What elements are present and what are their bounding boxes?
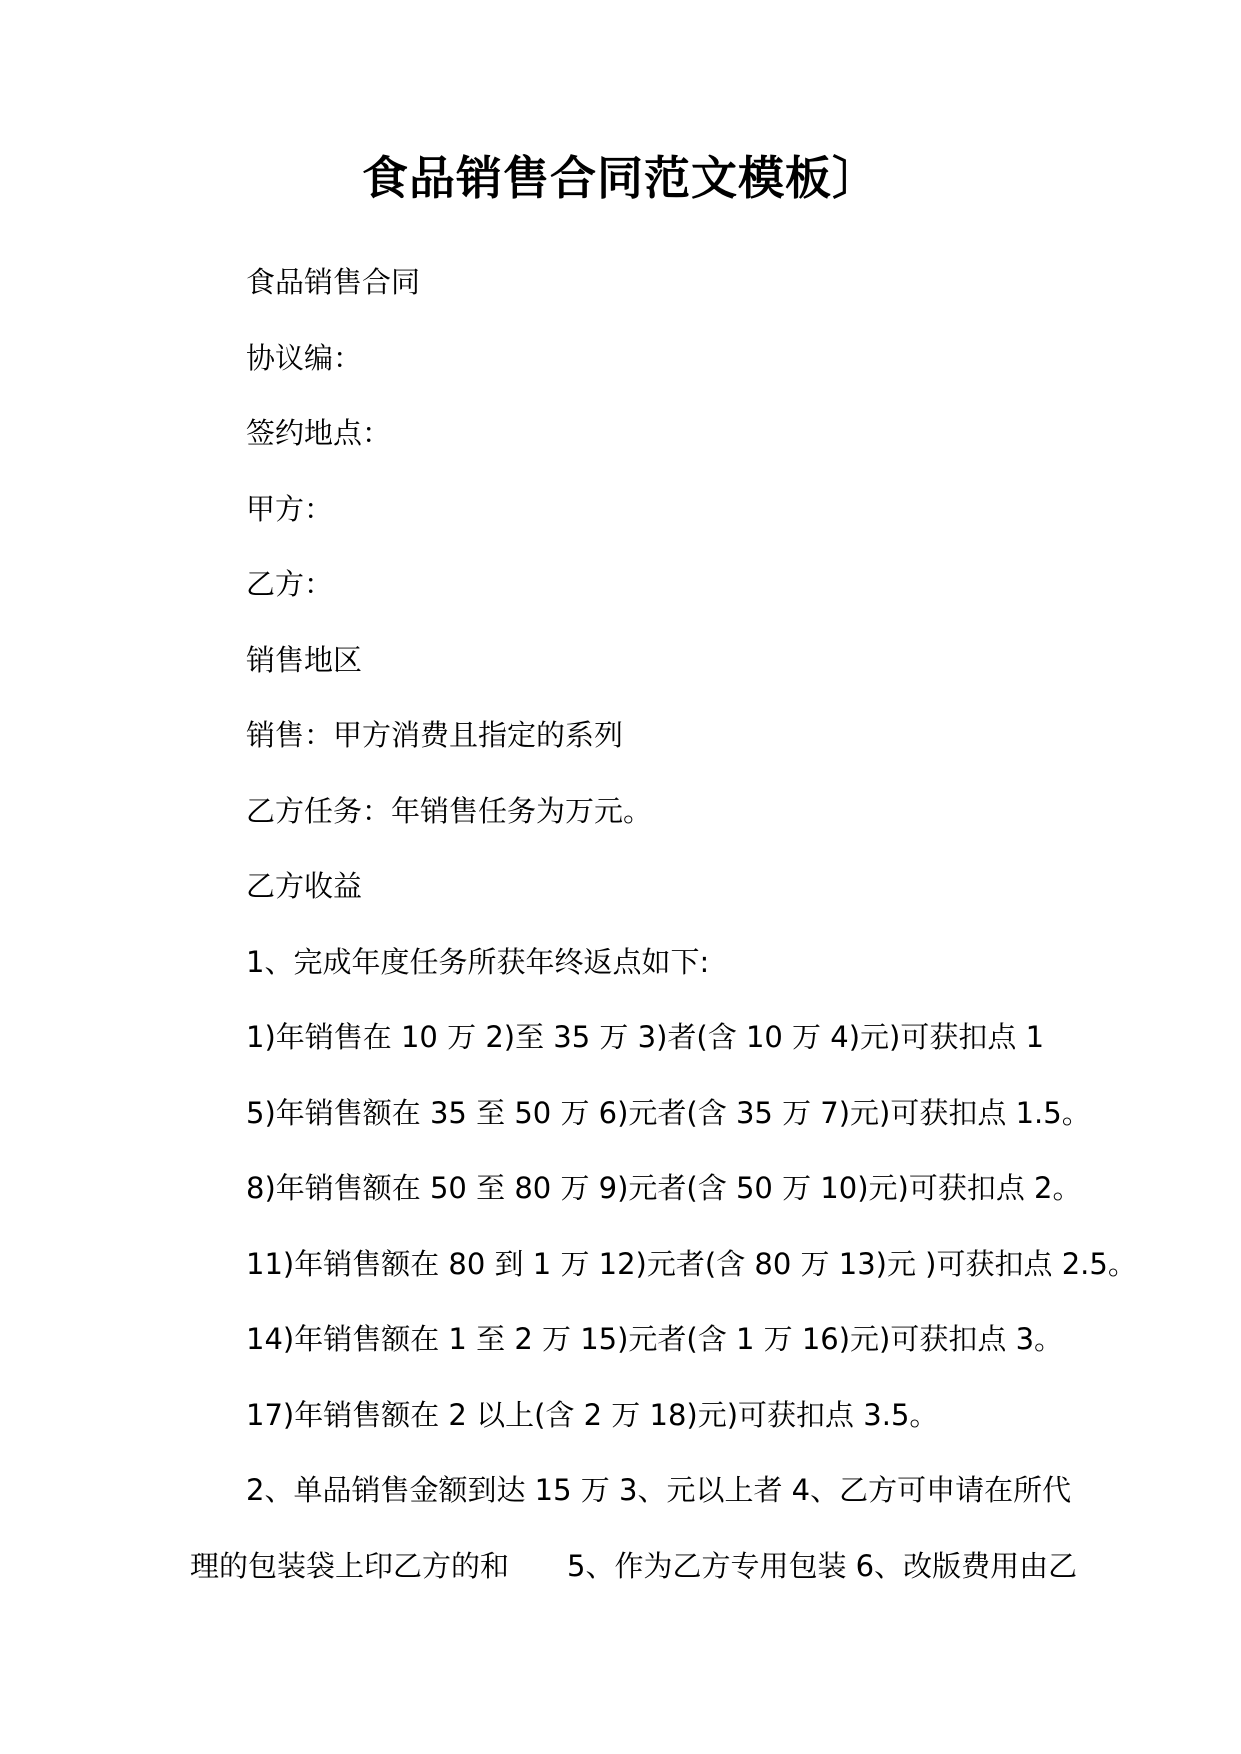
rebate-tier-line: 11)年销售额在 80 到 1 万 12)元者(含 80 万 13)元 )可获扣点 2.5。 bbox=[246, 1247, 1137, 1281]
single-product-clause-line: 2、单品销售金额到达 15 万 3、元以上者 4、乙方可申请在所代 bbox=[246, 1473, 1072, 1507]
rebate-tier-line: 17)年销售额在 2 以上(含 2 万 18)元)可获扣点 3.5。 bbox=[246, 1398, 939, 1432]
agreement-number-label: 协议编： bbox=[246, 341, 363, 375]
party-a-label: 甲方： bbox=[246, 492, 334, 526]
rebate-intro-line: 1、完成年度任务所获年终返点如下: bbox=[246, 945, 710, 979]
party-b-label: 乙方： bbox=[246, 567, 334, 601]
rebate-tier-line: 5)年销售额在 35 至 50 万 6)元者(含 35 万 7)元)可获扣点 1.5。 bbox=[246, 1096, 1091, 1130]
rebate-tier-line: 1)年销售在 10 万 2)至 35 万 3)者(含 10 万 4)元)可获扣点 1 bbox=[246, 1020, 1045, 1054]
party-b-task-line: 乙方任务：年销售任务为万元。 bbox=[246, 794, 653, 828]
contract-heading: 食品销售合同 bbox=[246, 265, 421, 299]
rebate-tier-line: 14)年销售额在 1 至 2 万 15)元者(含 1 万 16)元)可获扣点 3。 bbox=[246, 1322, 1064, 1356]
single-product-clause-continuation: 理的包装袋上印乙方的和 5、作为乙方专用包装 6、改版费用由乙 bbox=[190, 1549, 1078, 1583]
sales-scope-line: 销售：甲方消费且指定的系列 bbox=[246, 718, 624, 752]
document-title: 食品销售合同范文模板〕 bbox=[362, 151, 879, 205]
rebate-tier-line: 8)年销售额在 50 至 80 万 9)元者(含 50 万 10)元)可获扣点 2。 bbox=[246, 1171, 1082, 1205]
party-b-revenue-heading: 乙方收益 bbox=[246, 869, 363, 903]
sales-region-label: 销售地区 bbox=[246, 643, 363, 677]
signing-location-label: 签约地点： bbox=[246, 416, 392, 450]
